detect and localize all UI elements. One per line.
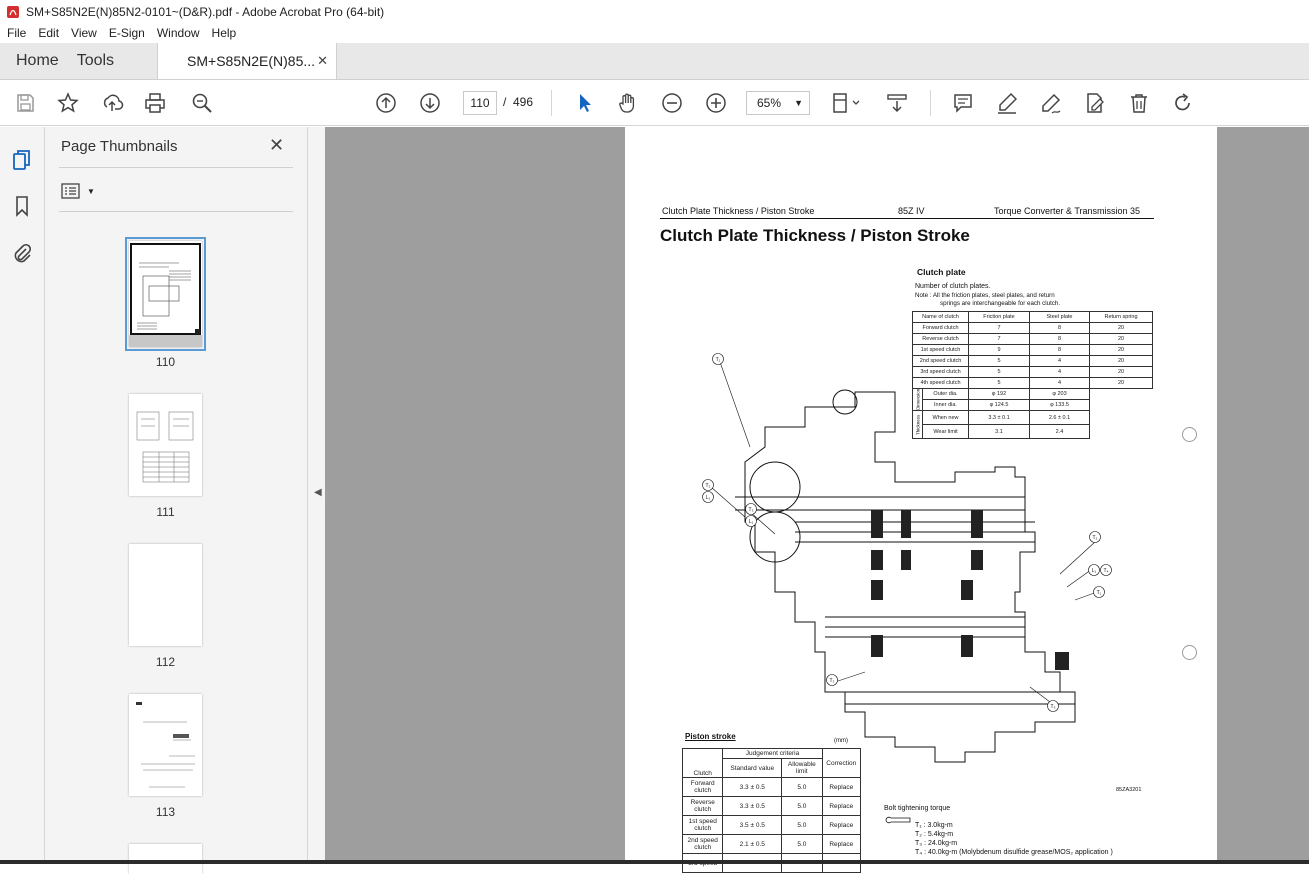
tab-home[interactable]: Home [16,52,59,69]
table-cell: 5.0 [782,835,822,854]
callout-label: T₃ [748,507,754,513]
callout-label: L₁ [705,495,711,501]
torque-line: T₁ : 3.0kg-m [915,822,953,829]
table-cell: Wear limit [923,425,969,439]
torque-line: T₂ : 5.4kg-m [915,831,954,838]
thumbnail-preview [129,394,202,496]
thumbnail-label: 111 [156,505,175,519]
close-tab-icon[interactable]: ✕ [317,53,329,68]
thumbnail-page-110[interactable] [129,241,202,347]
table-header: Name of clutch [913,312,969,323]
share-upload-icon[interactable] [100,91,124,115]
dimension-label: Dimension [913,389,923,411]
table-header: Friction plate [969,312,1030,323]
total-pages: 496 [513,95,534,109]
thumbnail-page-113[interactable] [129,694,202,796]
thumbnail-list [45,219,283,860]
table-cell: 5.0 [782,797,822,816]
zoom-search-icon[interactable] [190,91,214,115]
callout-label: T₁ [1096,590,1102,596]
menu-window[interactable]: Window [156,26,200,40]
taskbar-strip [0,860,1309,864]
table-cell: 4th speed clutch [913,378,969,389]
menu-view[interactable]: View [71,26,97,40]
table-cell: 5 [969,367,1030,378]
table-row [683,797,861,816]
thumbnail-label: 112 [155,655,176,669]
table-cell: 1st speed clutch [913,345,969,356]
table-cell: 5.0 [782,778,822,797]
thumbnail-page-114[interactable] [129,844,202,874]
thickness-label: Thickness [913,411,923,439]
menu-esign[interactable]: E-Sign [108,26,145,40]
chevron-down-icon: ▼ [87,186,95,196]
table-row [913,323,1153,334]
binder-hole [1182,427,1197,442]
table-cell: 20 [1090,323,1153,334]
torque-heading: Bolt tightening torque [884,805,951,812]
callout-label: T₂ [829,678,835,684]
piston-stroke-table [682,748,861,873]
chevron-left-icon[interactable]: ◀ [314,487,322,498]
menu-file[interactable]: File [7,26,27,40]
callout-label: T₃ [1050,704,1056,710]
sign-pen-icon[interactable] [1039,91,1063,115]
transmission-cross-section-diagram [695,352,1115,802]
table-cell: 8 [1030,345,1090,356]
tab-document[interactable] [157,43,337,79]
page-number-input[interactable]: 110 [463,91,497,115]
toolbar-divider [930,90,931,116]
header-rule [660,218,1154,219]
panel-divider [59,167,293,168]
table-cell: Replace [822,835,860,854]
table-cell: Replace [822,816,860,835]
table-cell: 20 [1090,378,1153,389]
table-cell: 20 [1090,367,1153,378]
table-cell: 3rd speed clutch [913,367,969,378]
menu-help[interactable]: Help [211,26,237,40]
torque-line: T₃ : 24.0kg-m [915,840,958,847]
document-viewport[interactable] [325,127,1309,860]
table-cell: 3.3 ± 0.1 [969,411,1030,425]
table-cell: Inner dia. [923,400,969,411]
torque-line: T₄ : 40.0kg-m (Molybdenum disulfide grease/MOS₂ application ) [915,849,1113,856]
table-cell: φ 124.5 [969,400,1030,411]
page-separator: / [503,95,507,109]
page-heading: Clutch Plate Thickness / Piston Stroke [660,226,970,245]
callout-label: T₄ [1103,568,1109,574]
table-cell: 3.3 ± 0.5 [723,797,782,816]
collapse-panel-handle[interactable] [307,127,325,860]
table-row [683,816,861,835]
bookmark-star-icon[interactable] [56,91,80,115]
page-fit-icon[interactable] [830,91,864,115]
table-header: Steel plate [1030,312,1090,323]
table-cell: 5 [969,378,1030,389]
page-thumbnails-icon[interactable] [11,149,33,171]
table-header: Standard value [723,759,782,778]
menu-bar [0,23,1309,43]
panel-title: Page Thumbnails [61,138,178,155]
window-title: SM+S85N2E(N)85N2-0101~(D&R).pdf - Adobe Acrobat Pro (64-bit) [26,4,385,19]
thumbnail-preview [129,241,202,347]
menu-edit[interactable]: Edit [38,26,60,40]
clutch-note: Note : All the friction plates, steel plates, and return [915,292,1055,299]
table-cell: Forward clutch [683,778,723,797]
panel-divider [59,211,293,212]
thumbnail-label: 110 [155,355,176,369]
callout-label: T₁ [715,357,721,363]
clutch-note: Number of clutch plates. [915,283,991,290]
edit-stamp-icon[interactable] [1083,91,1107,115]
table-cell: When new [923,411,969,425]
acrobat-icon [6,5,20,19]
table-header: Clutch [683,749,723,778]
table-cell: 2nd speed clutch [913,356,969,367]
table-cell: 1st speed clutch [683,816,723,835]
attachments-icon[interactable] [11,242,33,264]
tab-document-label: SM+S85N2E(N)85... [187,53,316,69]
delete-trash-icon[interactable] [1127,91,1151,115]
callout-label: T₂ [705,483,711,489]
page-header-mid: 85Z IV [898,206,925,216]
table-cell: 7 [969,334,1030,345]
zoom-level-select[interactable] [746,91,810,115]
scrolling-mode-icon[interactable] [885,91,909,115]
left-rail [0,127,45,864]
thumbnails-panel [45,127,307,860]
previous-page-icon[interactable] [374,91,398,115]
highlight-pen-icon[interactable] [995,91,1019,115]
select-cursor-icon[interactable] [573,91,597,115]
table-cell: 5 [969,356,1030,367]
table-cell: 4 [1030,378,1090,389]
table-header: Allowable limit [782,759,822,778]
next-page-icon[interactable] [418,91,442,115]
table-cell: Outer dia. [923,389,969,400]
piston-stroke-heading: Piston stroke [685,732,736,741]
thumbnail-preview [129,694,202,796]
table-cell: Replace [822,778,860,797]
table-cell: 2nd speed clutch [683,835,723,854]
figure-code: 85ZA3201 [1116,787,1142,793]
table-cell: φ 203 [1030,389,1090,400]
table-cell: 8 [1030,323,1090,334]
pdf-page [625,127,1217,860]
zoom-out-icon[interactable] [660,91,684,115]
table-cell: 5.0 [782,816,822,835]
page-header-left: Clutch Plate Thickness / Piston Stroke [662,206,815,216]
table-cell: Reverse clutch [683,797,723,816]
binder-hole [1182,645,1197,660]
table-cell: 3.3 ± 0.5 [723,778,782,797]
thumbnail-options-menu[interactable] [61,181,97,201]
list-options-icon [61,183,81,199]
table-cell: φ 133.5 [1030,400,1090,411]
callout-label: L₁ [1091,568,1097,574]
table-cell: 3.5 ± 0.5 [723,816,782,835]
toolbar-divider [551,90,552,116]
table-cell: 20 [1090,334,1153,345]
comment-icon[interactable] [951,91,975,115]
table-row [683,778,861,797]
table-cell: 20 [1090,356,1153,367]
table-cell: Reverse clutch [913,334,969,345]
table-cell: 2.1 ± 0.5 [723,835,782,854]
table-cell: 4 [1030,356,1090,367]
tab-tools[interactable]: Tools [76,52,115,69]
bookmarks-icon[interactable] [11,195,33,217]
toolbar [0,80,1309,126]
table-header: Correction [822,749,860,778]
thumbnail-label: 113 [155,805,176,819]
table-cell: 8 [1030,334,1090,345]
table-cell: Replace [822,797,860,816]
table-cell: 9 [969,345,1030,356]
table-cell: 4 [1030,367,1090,378]
table-cell: φ 192 [969,389,1030,400]
wrench-icon [884,815,916,825]
clutch-note: springs are interchangeable for each clutch. [940,300,1061,307]
zoom-level-value: 65% [757,96,782,110]
thumbnail-page-112[interactable] [129,544,202,646]
table-header: Judgement criteria [723,749,822,759]
close-icon[interactable]: ✕ [269,135,285,155]
table-header: Return spring [1090,312,1153,323]
redo-icon[interactable] [1171,91,1195,115]
print-icon[interactable] [143,91,167,115]
callout-label: T₂ [1092,535,1098,541]
save-icon[interactable] [13,91,37,115]
callout-label: L₁ [748,519,754,525]
table-cell: 2.6 ± 0.1 [1030,411,1090,425]
tab-bar [0,43,1309,80]
clutch-plate-heading: Clutch plate [917,267,966,277]
table-row [683,835,861,854]
table-cell: 3.1 [969,425,1030,439]
table-row [913,334,1153,345]
table-cell: 20 [1090,345,1153,356]
table-cell: 2.4 [1030,425,1090,439]
page-header-right: Torque Converter & Transmission 35 [994,206,1141,216]
chevron-down-icon: ▼ [794,98,803,108]
piston-unit: (mm) [834,738,848,744]
table-cell: Forward clutch [913,323,969,334]
table-cell: 7 [969,323,1030,334]
thumbnail-page-111[interactable] [129,394,202,496]
title-bar [0,0,1309,23]
zoom-in-icon[interactable] [704,91,728,115]
hand-tool-icon[interactable] [616,91,640,115]
